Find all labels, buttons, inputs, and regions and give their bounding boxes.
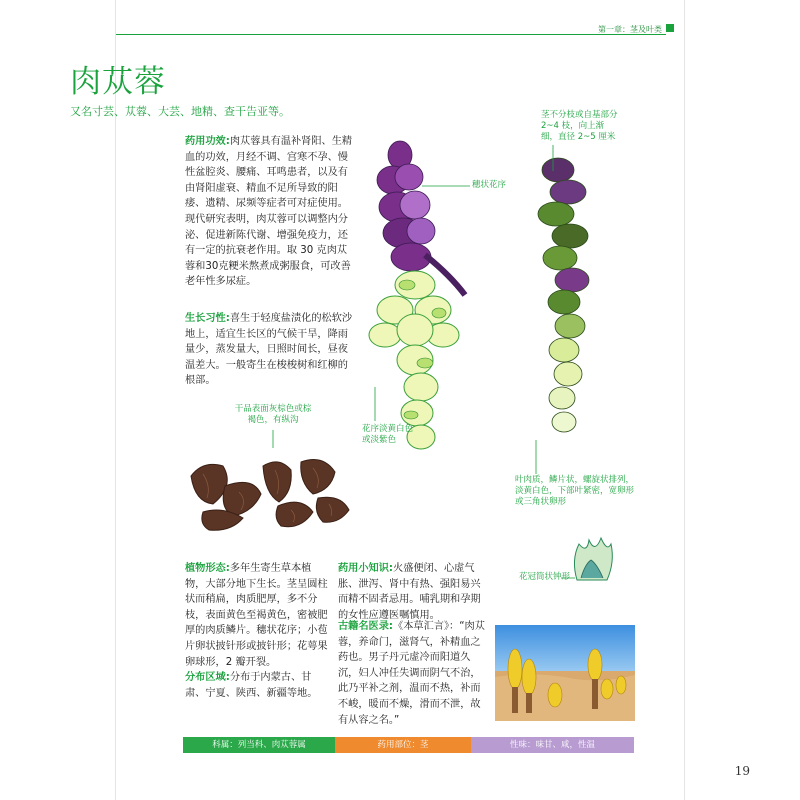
callout-corolla: 花冠筒状钟形 bbox=[519, 572, 571, 582]
page-title: 肉苁蓉 bbox=[70, 64, 166, 100]
callout-spike: 穗状花序 bbox=[472, 180, 507, 190]
footer-taste: 性味：味甘、咸，性温 bbox=[471, 737, 634, 753]
desert-photo bbox=[495, 625, 635, 721]
morphology-section bbox=[185, 561, 330, 670]
efficacy-section bbox=[185, 134, 357, 290]
footer-part: 药用部位：茎 bbox=[335, 737, 471, 753]
callout-flower-color-leader bbox=[370, 385, 410, 425]
efficacy-label: 药用功效: bbox=[185, 136, 230, 147]
callout-leaf-leader bbox=[530, 438, 550, 478]
tips-section bbox=[338, 561, 490, 623]
habit-label: 生长习性: bbox=[185, 313, 230, 324]
header-rule bbox=[116, 34, 666, 35]
chapter-title: 第一章：茎及叶类 bbox=[598, 25, 662, 34]
morphology-text: 多年生寄生草本植物，大部分地下生长。茎呈圆柱状而稍扁，肉质肥厚，多不分枝，表面黄色至褐黄色，密被肥厚的肉质鳞片。穗状花序；小苞片卵状披针形或披针形；花萼果卵球形，2 瓣开裂。 bbox=[185, 563, 328, 668]
morphology-label: 植物形态: bbox=[185, 563, 230, 574]
distribution-label: 分布区域: bbox=[185, 672, 230, 683]
callout-stem-leader bbox=[545, 145, 565, 175]
chapter-marker bbox=[666, 24, 674, 32]
page-number: 19 bbox=[734, 764, 750, 778]
classics-text: 《本草汇言》：“肉苁蓉，养命门，滋肾气，补精血之药也。男子丹元虚冷而阳道久沉，妇人冲任失调而阴气不治，此乃平补之剂，温而不热，补而不峻，暖而不燥，滑而不泄，故有从容之名。” bbox=[338, 621, 485, 726]
classics-label: 古籍名医录: bbox=[338, 621, 394, 632]
habit-section bbox=[185, 311, 357, 389]
alias-text: 又名寸芸、苁蓉、大芸、地精、查干告亚等。 bbox=[70, 105, 290, 118]
callout-stem: 茎不分枝或自基部分2~4 枝，向上渐细，直径 2~5 厘米 bbox=[541, 110, 618, 142]
callout-spike-leader bbox=[422, 182, 482, 192]
tips-label: 药用小知识: bbox=[338, 563, 394, 574]
callout-flower-color: 花序淡黄白色或淡紫色 bbox=[362, 424, 414, 445]
footer-family: 科属：列当科、肉苁蓉属 bbox=[183, 737, 335, 753]
distribution-section bbox=[185, 670, 330, 701]
dried-herb-image bbox=[183, 446, 353, 536]
callout-corolla-leader bbox=[561, 574, 581, 584]
callout-dried: 干品表面灰棕色或棕褐色，有纵沟 bbox=[234, 404, 312, 425]
callout-leaf: 叶肉质，鳞片状，螺旋状排列，淡黄白色，下部叶紧密，宽卵形或三角状卵形 bbox=[515, 475, 635, 507]
classics-section bbox=[338, 619, 490, 728]
plant-illustration-stem bbox=[520, 150, 610, 450]
habit-text: 喜生于轻度盐渍化的松软沙地上，适宜生长区的气候干旱，降雨量少，蒸发量大，日照时间长，昼夜温差大。一般寄生在梭梭树和红柳的根部。 bbox=[185, 313, 353, 387]
tips-text: 火盛便闭、心虚气胀、泄泻、肾中有热、强阳易兴而精不固者忌用。哺乳期和孕期的女性应遵医嘱慎用。 bbox=[338, 563, 481, 621]
efficacy-text: 肉苁蓉具有温补肾阳、生精血的功效，月经不调、宫寒不孕、慢性盆腔炎、腰痛、耳鸣患者，以及有由肾阳虚衰、精血不足所导致的阳痿、遗精、尿频等症者可对症使用。现代研究表明，肉苁蓉可以调整内分泌、促进新陈代谢、增强免疫力，还有一定的抗衰老作用。取 30 克肉苁蓉和30克粳米熬煮成粥服食，可改善老年性多尿症。 bbox=[185, 136, 353, 288]
distribution-text: 分布于内蒙古、甘肃、宁夏、陕西、新疆等地。 bbox=[185, 672, 318, 699]
